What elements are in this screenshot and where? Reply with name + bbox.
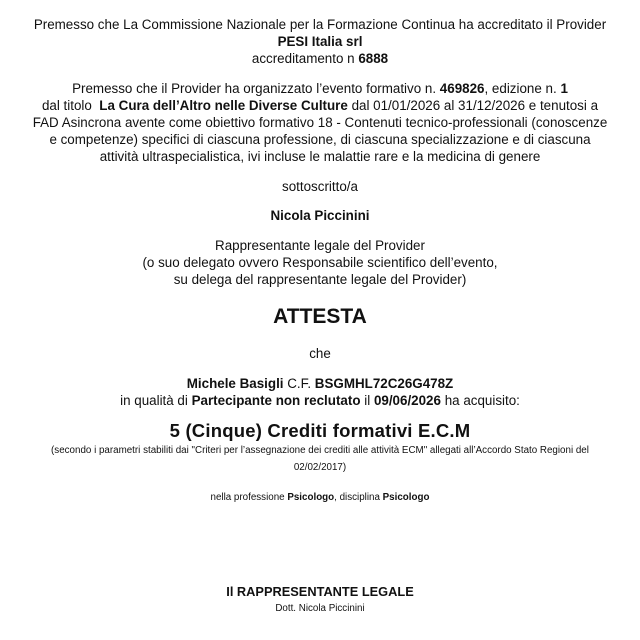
event-dates: dal 01/01/2026 al 31/12/2026 e tenutosi a <box>351 98 599 113</box>
provider-name <box>0 33 640 50</box>
signatory-role-text-2: (o suo delegato ovvero Responsabile scientifico dell’evento, <box>142 255 498 270</box>
signature-title <box>0 584 640 600</box>
credits-title-text: 5 (Cinque) Crediti formativi E.C.M <box>169 420 471 441</box>
cf-label: C.F. <box>287 376 312 391</box>
event-line-2 <box>0 97 640 114</box>
profession-value: Psicologo <box>287 492 335 503</box>
accreditation-number: 6888 <box>358 51 389 66</box>
signatory-role-text-1: Rappresentante legale del Provider <box>215 238 425 253</box>
attesta-heading <box>0 304 640 330</box>
event-intro: Premesso che il Provider ha organizzato l’evento formativo n. <box>72 81 437 96</box>
discipline-label: , disciplina <box>334 492 380 503</box>
profession-line <box>0 491 640 505</box>
che-text: che <box>309 346 331 361</box>
event-objective-2: e competenze) specifici di ciascuna professione, di ciascuna specializzazione e di ciascuna <box>49 132 591 147</box>
signatory-role-1 <box>0 237 640 254</box>
event-line-5 <box>0 148 640 165</box>
signature-name <box>0 602 640 616</box>
date-label: il <box>364 393 371 408</box>
participant-role: Partecipante non reclutato <box>191 393 361 408</box>
signature-title-text: Il RAPPRESENTANTE LEGALE <box>226 584 414 599</box>
role-label: in qualità di <box>120 393 188 408</box>
signatory-name-text: Nicola Piccinini <box>270 208 370 223</box>
premise-provider-line <box>0 16 640 33</box>
discipline-value: Psicologo <box>382 492 430 503</box>
profession-label: nella professione <box>210 492 285 503</box>
credits-note-text-1: (secondo i parametri stabiliti dai "Criteri per l’assegnazione dei crediti alle attività ECM" allegati all’Accordo Stato Regioni del <box>51 445 589 456</box>
premise-provider-text: Premesso che La Commissione Nazionale per la Formazione Continua ha accreditato il Provider <box>33 17 607 32</box>
edition-label: , edizione n. <box>484 81 557 96</box>
signatory-role-text-3: su delega del rappresentante legale del Provider) <box>173 272 467 287</box>
credits-title <box>0 419 640 443</box>
provider-name-text: PESI Italia srl <box>277 34 363 49</box>
event-line-1 <box>0 80 640 97</box>
signatory-name <box>0 207 640 224</box>
participant-name: Michele Basigli <box>186 376 284 391</box>
event-line-3 <box>0 114 640 131</box>
cutoff-heading <box>0 0 640 4</box>
signatory-label-text: sottoscritto/a <box>282 179 358 194</box>
event-objective-3: attività ultraspecialistica, ivi incluse le malattie rare e la medicina di genere <box>99 149 541 164</box>
participant-line-1 <box>0 375 640 392</box>
accreditation-line <box>0 50 640 67</box>
edition-number: 1 <box>560 81 568 96</box>
attesta-text: ATTESTA <box>273 305 367 328</box>
event-objective-1: FAD Asincrona avente come obiettivo formativo 18 - Contenuti tecnico-professionali (conoscenze <box>32 115 608 130</box>
acquired-label: ha acquisito: <box>444 393 520 408</box>
event-title: La Cura dell’Altro nelle Diverse Culture <box>99 98 348 113</box>
signatory-role-3 <box>0 271 640 288</box>
credits-note-text-2: 02/02/2017) <box>293 462 347 473</box>
cf-value: BSGMHL72C26G478Z <box>314 376 454 391</box>
event-line-4 <box>0 131 640 148</box>
accreditation-label: accreditamento n <box>251 51 355 66</box>
signatory-label <box>0 178 640 195</box>
signature-name-text: Dott. Nicola Piccinini <box>275 603 365 614</box>
credits-note-1 <box>0 444 640 458</box>
credits-note-2 <box>0 461 640 475</box>
participant-line-2 <box>0 392 640 409</box>
participant-date: 09/06/2026 <box>373 393 441 408</box>
signatory-role-2 <box>0 254 640 271</box>
title-label: dal titolo <box>41 98 92 113</box>
che-line <box>0 345 640 362</box>
event-number: 469826 <box>439 81 485 96</box>
